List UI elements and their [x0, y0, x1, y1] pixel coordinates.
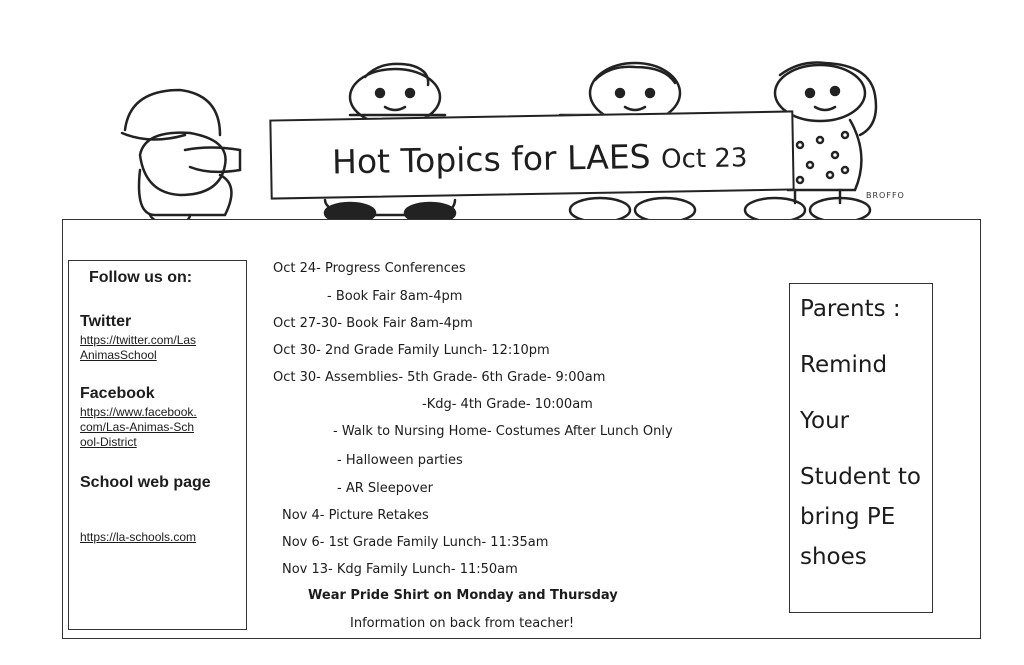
- reminder-line: bring PE: [800, 504, 896, 530]
- event-item: Oct 30- Assemblies- 5th Grade- 6th Grade- 9:00am: [273, 370, 606, 385]
- event-item: Nov 13- Kdg Family Lunch- 11:50am: [282, 562, 518, 577]
- reminder-line: Student to: [800, 464, 921, 490]
- reminder-line: Parents :: [800, 296, 901, 322]
- reminder-line: shoes: [800, 544, 867, 570]
- event-item: Oct 24- Progress Conferences: [273, 261, 466, 276]
- social-sidebar: [68, 260, 247, 630]
- pride-shirt-note: Wear Pride Shirt on Monday and Thursday: [308, 588, 618, 603]
- web-link[interactable]: https://la-schools.com: [80, 530, 197, 544]
- follow-heading: Follow us on:: [89, 269, 193, 286]
- artist-signature: BROFFO: [866, 191, 905, 200]
- event-item: Oct 30- 2nd Grade Family Lunch- 12:10pm: [273, 343, 550, 358]
- web-heading: School web page: [80, 474, 211, 491]
- twitter-heading: Twitter: [80, 313, 132, 330]
- facebook-link[interactable]: https://www.facebook.com/Las-Animas-School-District: [80, 405, 197, 449]
- page-title: [332, 135, 748, 181]
- event-item: Nov 4- Picture Retakes: [282, 508, 429, 523]
- event-item: - Book Fair 8am-4pm: [327, 289, 463, 304]
- event-item: - Walk to Nursing Home- Costumes After Lunch Only: [333, 424, 673, 439]
- event-item: - Halloween parties: [337, 453, 463, 468]
- parents-reminder-box: [789, 283, 933, 613]
- info-note: Information on back from teacher!: [350, 616, 575, 631]
- event-item: Oct 27-30- Book Fair 8am-4pm: [273, 316, 473, 331]
- event-item: -Kdg- 4th Grade- 10:00am: [422, 397, 593, 412]
- title-sign: [269, 110, 794, 199]
- reminder-line: Your: [800, 408, 850, 434]
- reminder-line: Remind: [800, 352, 888, 378]
- facebook-heading: Facebook: [80, 385, 155, 402]
- event-item: Nov 6- 1st Grade Family Lunch- 11:35am: [282, 535, 549, 550]
- twitter-link[interactable]: https://twitter.com/LasAnimasSchool: [80, 333, 197, 362]
- event-item: - AR Sleepover: [337, 481, 433, 496]
- title-text: Hot Topics for LAES: [331, 136, 651, 182]
- title-date: Oct 23: [660, 143, 748, 175]
